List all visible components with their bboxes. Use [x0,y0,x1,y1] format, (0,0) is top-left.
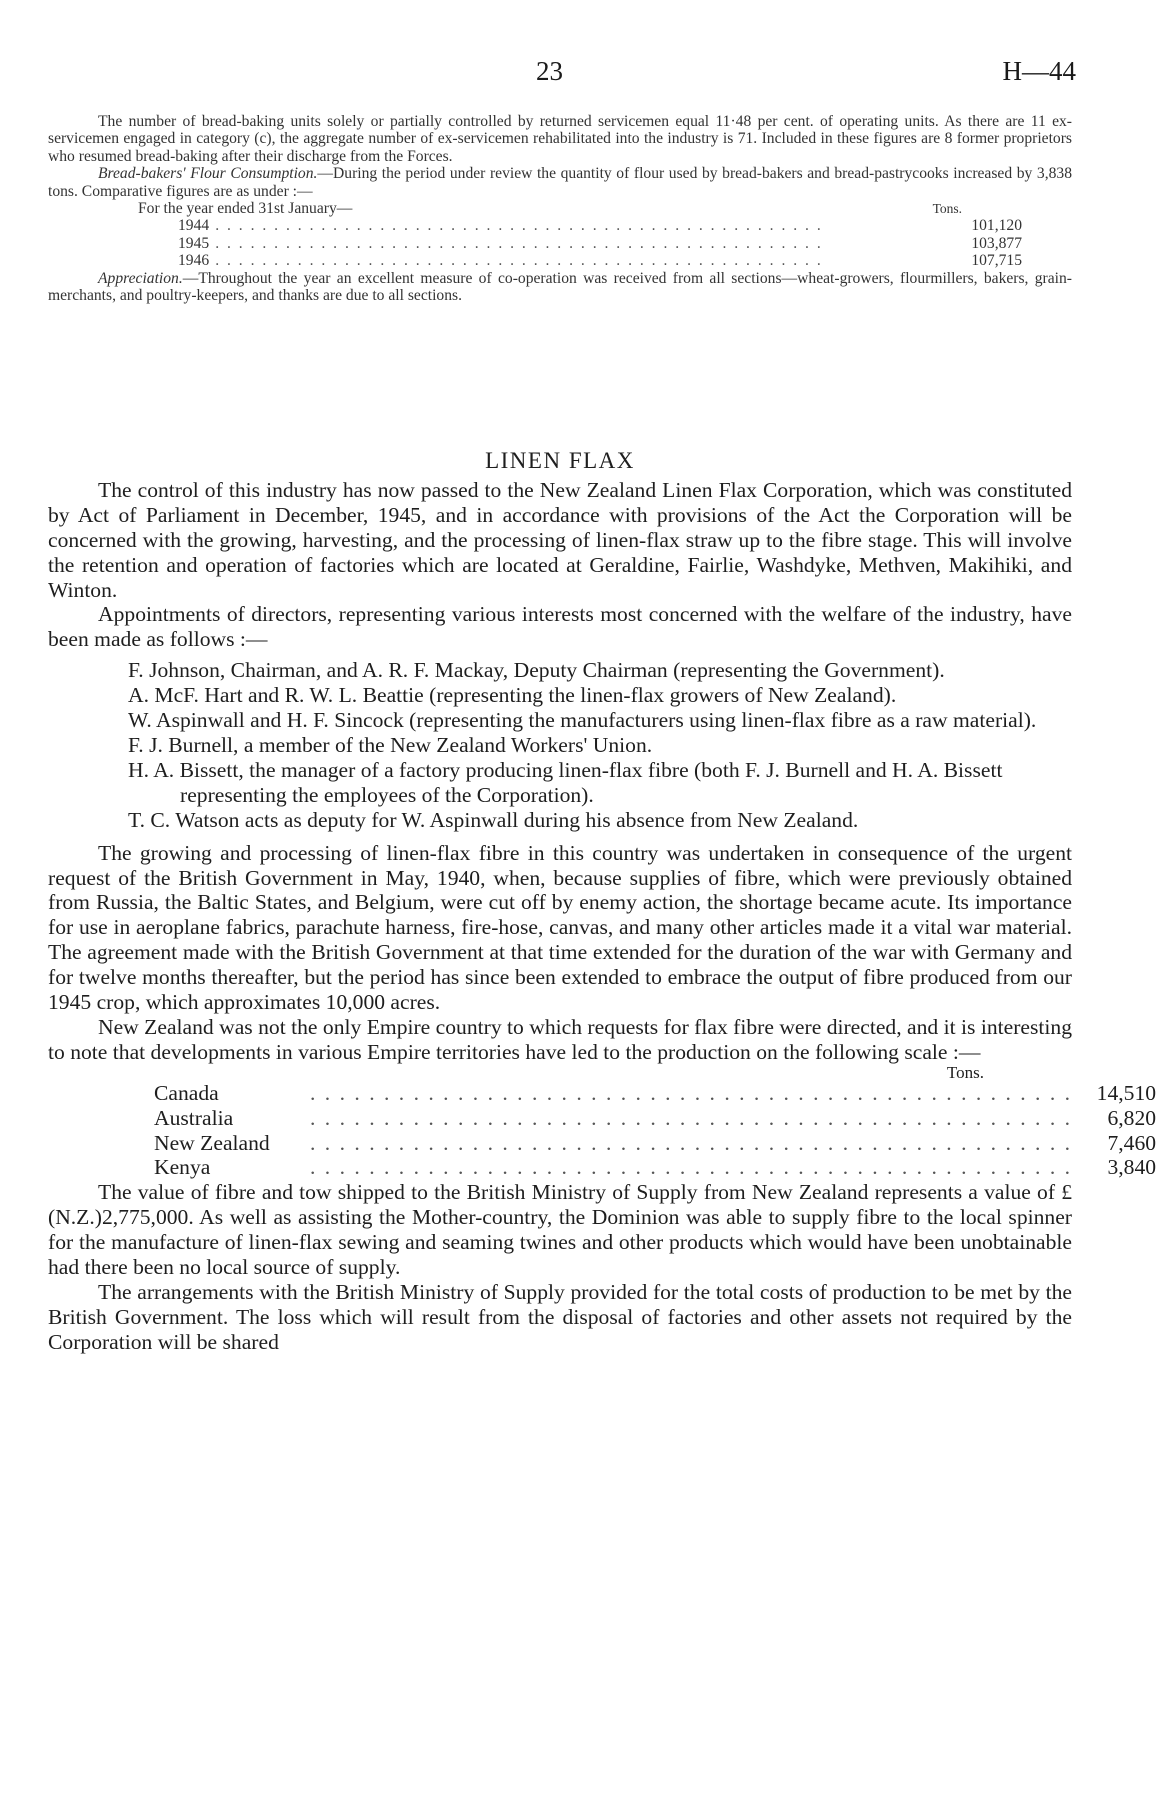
empire-table-row [154,1155,1156,1180]
empire-table-rows [154,1080,1156,1181]
section-heading: LINEN FLAX [485,448,635,473]
empire-tons: 7,460 [1107,1130,1156,1155]
flour-year: 1945 [178,234,210,252]
empire-country: Kenya [154,1155,211,1180]
leader-dots: . . . . . . . . . . . . . . . . . . . . . . . . . . . . . . . . . . . . . . . . . . . . . . . . . . . . [310,1130,1073,1155]
intro-block [48,113,1072,304]
page-header [0,56,1114,90]
flour-consumption-title: Bread-bakers' Flour Consumption. [98,165,318,183]
flour-table [138,200,1022,270]
flour-table-unit: Tons. [932,201,962,217]
empire-tons: 6,820 [1107,1105,1156,1130]
section-paragraph-2: Appointments of directors, representing various interests most concerned with the welfare of the industry, have been made as follows :— [48,602,1072,652]
leader-dots: . . . . . . . . . . . . . . . . . . . . . . . . . . . . . . . . . . . . . . . . . . . . . . . . . . . . [215,217,823,235]
director-entry: F. Johnson, Chairman, and A. R. F. Mackay, Deputy Chairman (representing the Government). [128,658,945,683]
flour-table-rows [138,217,1022,269]
flour-table-head [138,200,1022,217]
director-entry: W. Aspinwall and H. F. Sincock (representing the manufacturers using linen-flax fibre as a raw material). [128,708,1037,733]
leader-dots: . . . . . . . . . . . . . . . . . . . . . . . . . . . . . . . . . . . . . . . . . . . . . . . . . . . . [215,252,823,270]
empire-table-row [154,1130,1156,1156]
closing-paragraph-1: The value of fibre and tow shipped to the British Ministry of Supply from New Zealand represents a value of £(N.Z.)2,775,000. As well as assisting the Mother-country, the Dominion was able to supply fibre to the local spinner for the manufacture of linen-flax sewing and seaming twines and other products which would have been unobtainable had there been no local source of supply. [48,1180,1072,1280]
leader-dots: . . . . . . . . . . . . . . . . . . . . . . . . . . . . . . . . . . . . . . . . . . . . . . . . . . . . [215,234,823,252]
empire-tons: 14,510 [1096,1080,1156,1105]
page-number: 23 [536,56,563,86]
leader-dots: . . . . . . . . . . . . . . . . . . . . . . . . . . . . . . . . . . . . . . . . . . . . . . . . . . . . [310,1155,1073,1180]
empire-table-unit: Tons. [946,1062,984,1082]
director-entry: H. A. Bissett, the manager of a factory producing linen-flax fibre (both F. J. Burnell and H. A. Bissett representing the employees of the Corporation). [128,757,1003,807]
director-entry: T. C. Watson acts as deputy for W. Aspinwall during his absence from New Zealand. [128,807,859,832]
director-entry: A. McF. Hart and R. W. L. Beattie (representing the linen-flax growers of New Zealand). [128,683,897,708]
flour-table-row [178,252,1022,269]
empire-tons: 3,840 [1107,1155,1156,1180]
directors-list [48,658,1072,832]
section-paragraph-1: The control of this industry has now passed to the New Zealand Linen Flax Corporation, which was constituted by Act of Parliament in December, 1945, and in accordance with provisions of the Act the Corporation will be concerned with the growing, harvesting, and the processing of linen-flax straw up to the fibre stage. This will involve the retention and operation of factories which are located at Geraldine, Fairlie, Washdyke, Methven, Makihiki, and Winton. [48,477,1072,602]
flour-consumption-paragraph [48,165,1072,200]
appreciation-body: —Throughout the year an excellent measure of co-operation was received from all sections—wheat-growers, flourmillers, bakers, grain-merchants, and poultry-keepers, and thanks are due to all sections. [48,269,1072,305]
empire-table [154,1062,1156,1181]
closing-paragraph-2: The arrangements with the British Ministry of Supply provided for the total costs of production to be met by the British Government. The loss which will result from the disposal of factories and other assets not required by the Corporation will be shared [48,1280,1072,1354]
flour-table-row [178,235,1022,252]
empire-country: Canada [154,1080,219,1105]
empire-country: Australia [154,1105,234,1130]
empire-table-row [154,1080,1156,1106]
flour-year: 1946 [178,252,210,270]
appreciation-paragraph [48,270,1072,305]
empire-country: New Zealand [154,1130,270,1155]
flour-table-row [178,217,1022,234]
linen-flax-section [48,448,1156,1355]
intro-paragraph: The number of bread-baking units solely or partially controlled by returned servicemen equal 11·48 per cent. of operating units. As there are 11 ex-servicemen engaged in category (c), the aggregate number of ex-servicemen rehabilitated into the industry is 71. Included in these figures are 8 former proprietors who resumed bread-baking after their discharge from the Forces. [48,113,1072,165]
flour-tons: 101,120 [971,217,1022,235]
flour-tons: 103,877 [971,234,1022,252]
empire-table-row [154,1105,1156,1131]
section-paragraph-3: The growing and processing of linen-flax fibre in this country was undertaken in consequence of the urgent request of the British Government in May, 1940, when, because supplies of fibre, which were previously obtained from Russia, the Baltic States, and Belgium, were cut off by enemy action, the shortage became acute. Its importance for use in aeroplane fabrics, parachute harness, fire-hose, canvas, and many other articles made it a vital war material. The agreement made with the British Government at that time extended for the duration of the war with Germany and for twelve months thereafter, but the period has since been extended to embrace the output of fibre produced from our 1945 crop, which approximates 10,000 acres. [48,840,1072,1015]
flour-consumption-body: —During the period under review the quantity of flour used by bread-bakers and bread-pastrycooks increased by 3,838 tons. Comparative figures are as under :— [48,165,1073,200]
section-paragraph-4: New Zealand was not the only Empire country to which requests for flax fibre were directed, and it is interesting to note that developments in various Empire territories have led to the production on the following scale :— [48,1014,1072,1064]
leader-dots: . . . . . . . . . . . . . . . . . . . . . . . . . . . . . . . . . . . . . . . . . . . . . . . . . . . . [310,1105,1073,1130]
document-code: H—44 [1002,56,1076,86]
flour-year: 1944 [178,217,210,235]
flour-tons: 107,715 [971,252,1022,270]
appreciation-title: Appreciation. [98,269,183,287]
director-entry: F. J. Burnell, a member of the New Zealand Workers' Union. [128,732,653,757]
leader-dots: . . . . . . . . . . . . . . . . . . . . . . . . . . . . . . . . . . . . . . . . . . . . . . . . . . . . [310,1080,1073,1105]
flour-table-caption: For the year ended 31st January— [138,200,353,218]
